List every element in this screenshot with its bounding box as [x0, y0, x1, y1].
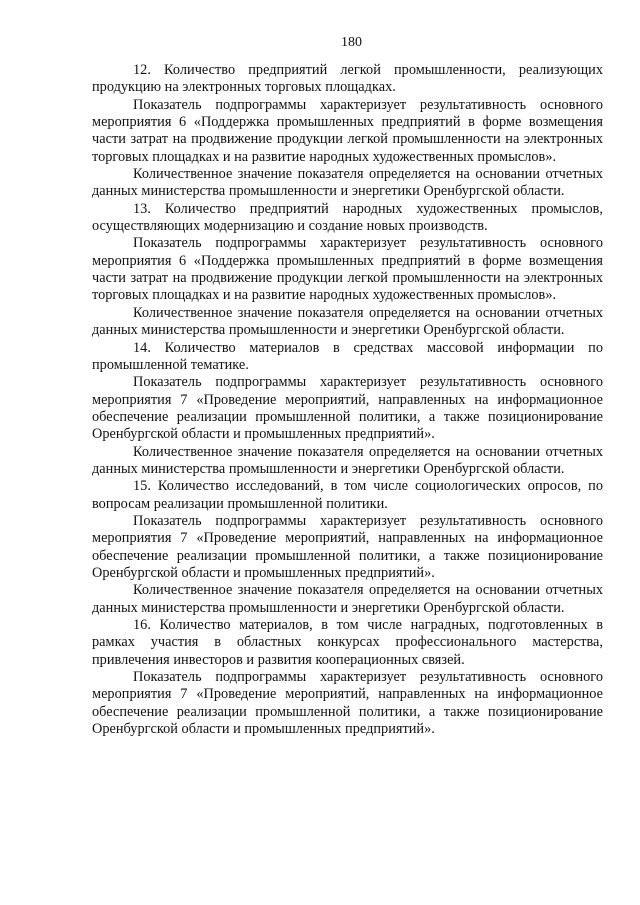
paragraph-calculation: Количественное значение показателя определяется на основании отчетных данных министерства промышленности и энергетики Оренбургской области.: [92, 304, 603, 339]
paragraph-indicator-12: 12. Количество предприятий легкой промышленности, реализующих продукцию на электронных торговых площадках.: [92, 62, 603, 96]
paragraph-description: Показатель подпрограммы характеризует результативность основного мероприятия 6 «Поддержка промышленных предприятий в форме возмещения части затрат на продвижение продукции легкой промышленности на электронных торговых площадках и на развитие народных художественных промыслов».: [92, 96, 603, 165]
paragraph-indicator-16: 16. Количество материалов, в том числе наградных, подготовленных в рамках участия в областных конкурсах профессионального мастерства, привлечения инвесторов и развития кооперационных связей.: [92, 617, 603, 668]
document-page: [92, 34, 603, 738]
paragraph-description: Показатель подпрограммы характеризует результативность основного мероприятия 6 «Поддержка промышленных предприятий в форме возмещения части затрат на продвижение продукции легкой промышленности на электронных торговых площадках и на развитие народных художественных промыслов».: [92, 235, 603, 304]
paragraph-calculation: Количественное значение показателя определяется на основании отчетных данных министерства промышленности и энергетики Оренбургской области.: [92, 443, 603, 477]
paragraph-description: Показатель подпрограммы характеризует результативность основного мероприятия 7 «Проведение мероприятий, направленных на информационное обеспечение реализации промышленной политики, а также позиционирование Оренбургской области и промышленных предприятий».: [92, 669, 603, 738]
paragraph-indicator-14: 14. Количество материалов в средствах массовой информации по промышленной тематике.: [92, 339, 603, 373]
paragraph-description: Показатель подпрограммы характеризует результативность основного мероприятия 7 «Проведение мероприятий, направленных на информационное обеспечение реализации промышленной политики, а также позиционирование Оренбургской области и промышленных предприятий».: [92, 512, 603, 581]
page-number: 180: [341, 35, 362, 50]
paragraph-description: Показатель подпрограммы характеризует результативность основного мероприятия 7 «Проведение мероприятий, направленных на информационное обеспечение реализации промышленной политики, а также позиционирование Оренбургской области и промышленных предприятий».: [92, 374, 603, 443]
paragraph-indicator-15: 15. Количество исследований, в том числе социологических опросов, по вопросам реализации промышленной политики.: [92, 478, 603, 512]
paragraph-calculation: Количественное значение показателя определяется на основании отчетных данных министерства промышленности и энергетики Оренбургской области.: [92, 582, 603, 616]
paragraph-calculation: Количественное значение показателя определяется на основании отчетных данных министерства промышленности и энергетики Оренбургской области.: [92, 166, 603, 200]
paragraph-indicator-13: 13. Количество предприятий народных художественных промыслов, осуществляющих модернизацию и создание новых производств.: [92, 200, 603, 235]
